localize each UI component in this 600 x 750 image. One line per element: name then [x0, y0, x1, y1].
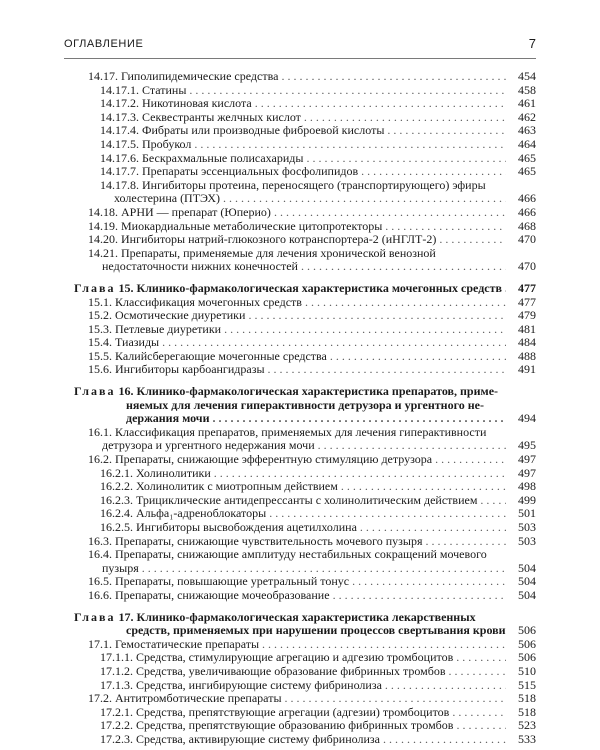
chapter-15-heading[interactable]: Глава 15. Клинико-фармакологическая характеристика мочегонных средств . . . 477: [74, 282, 536, 296]
toc-entry-continuation[interactable]: холестерина (ПТЭХ) . . . 466: [74, 192, 536, 206]
toc-entry[interactable]: 17.2.2. Средства, препятствующие образованию фибринных тромбов . . . 523: [74, 719, 536, 733]
toc-entry[interactable]: 14.17.7. Препараты эссенциальных фосфолипидов . . . 465: [74, 165, 536, 179]
toc-entry-continuation[interactable]: детрузора и ургентного недержания мочи . . . 495: [74, 439, 536, 453]
running-title: ОГЛАВЛЕНИЕ: [64, 38, 144, 50]
toc-entry[interactable]: 16.2.2. Холинолитик с миотропным действием . . . 498: [74, 480, 536, 494]
table-of-contents: [74, 70, 536, 747]
toc-entry[interactable]: 15.2. Осмотические диуретики . . . 479: [74, 309, 536, 323]
chapter-16-heading-line[interactable]: держания мочи . . . 494: [74, 412, 536, 426]
chapter-17-heading[interactable]: Глава 17. Клинико-фармакологическая характеристика лекарственных: [74, 609, 476, 624]
toc-entry[interactable]: 14.17.5. Пробукол . . . 464: [74, 138, 536, 152]
toc-entry[interactable]: 16.2.4. Альфа₁-адреноблокаторы . . . 501: [74, 507, 536, 521]
toc-entry[interactable]: 16.6. Препараты, снижающие мочеобразование . . . 504: [74, 589, 536, 603]
toc-entry[interactable]: 14.17.4. Фибраты или производные фиброевой кислоты . . . 463: [74, 124, 536, 138]
toc-entry[interactable]: 15.1. Классификация мочегонных средств . . . 477: [74, 296, 536, 310]
toc-entry[interactable]: 14.17.1. Статины . . . 458: [74, 84, 536, 98]
toc-entry[interactable]: 17.2.1. Средства, препятствующие агрегации (адгезии) тромбоцитов . . . 518: [74, 706, 536, 720]
toc-entry[interactable]: 14.21. Препараты, применяемые для лечения хронической венозной: [88, 245, 436, 260]
toc-entry[interactable]: 16.4. Препараты, снижающие амплитуду нестабильных сокращений мочевого: [88, 547, 487, 562]
toc-entry[interactable]: 14.17.2. Никотиновая кислота . . . 461: [74, 97, 536, 111]
toc-entry[interactable]: 14.17.8. Ингибиторы протеина, переносящего (транспортирующего) эфиры: [100, 177, 486, 192]
toc-entry[interactable]: 16.2. Препараты, снижающие эфферентную стимуляцию детрузора . . . 497: [74, 453, 536, 467]
toc-entry[interactable]: 14.17.3. Секвестранты желчных кислот . . . 462: [74, 111, 536, 125]
toc-entry[interactable]: 14.18. АРНИ — препарат (Юперио) . . . 466: [74, 206, 536, 220]
toc-entry[interactable]: 17.1.3. Средства, ингибирующие систему фибринолиза . . . 515: [74, 679, 536, 693]
toc-entry[interactable]: 15.4. Тиазиды . . . 484: [74, 336, 536, 350]
toc-entry[interactable]: 17.2. Антитромботические препараты . . . 518: [74, 692, 536, 706]
toc-entry[interactable]: 16.2.5. Ингибиторы высвобождения ацетилхолина . . . 503: [74, 521, 536, 535]
toc-entry[interactable]: 16.2.3. Трициклические антидепрессанты с холинолитическим действием . . . 499: [74, 494, 536, 508]
toc-entry[interactable]: 15.3. Петлевые диуретики . . . 481: [74, 323, 536, 337]
toc-entry-continuation[interactable]: пузыря . . . 504: [74, 562, 536, 576]
toc-entry-continuation[interactable]: недостаточности нижних конечностей . . . 470: [74, 260, 536, 274]
toc-entry[interactable]: 15.6. Ингибиторы карбоангидразы . . . 491: [74, 363, 536, 377]
toc-entry[interactable]: 14.17.6. Бескрахмальные полисахариды . . . 465: [74, 152, 536, 166]
toc-entry[interactable]: 17.1.1. Средства, стимулирующие агрегацию и адгезию тромбоцитов . . . 506: [74, 651, 536, 665]
toc-entry[interactable]: 15.5. Калийсберегающие мочегонные средства . . . 488: [74, 350, 536, 364]
toc-entry[interactable]: 14.19. Миокардиальные метаболические цитопротекторы . . . 468: [74, 220, 536, 234]
toc-entry[interactable]: 17.1. Гемостатические препараты . . . 506: [74, 638, 536, 652]
toc-entry[interactable]: 14.17. Гиполипидемические средства . . . 454: [74, 70, 536, 84]
chapter-16-heading[interactable]: Глава 16. Клинико-фармакологическая характеристика препаратов, приме-: [74, 384, 499, 399]
toc-entry[interactable]: 16.1. Классификация препаратов, применяемых для лечения гиперактивности: [88, 424, 487, 439]
chapter-16-heading-line[interactable]: няемых для лечения гиперактивности детрузора и ургентного не-: [126, 397, 484, 412]
toc-entry[interactable]: 17.1.2. Средства, увеличивающие образование фибринных тромбов . . . 510: [74, 665, 536, 679]
toc-entry[interactable]: 17.2.3. Средства, активирующие систему фибринолиза . . . 533: [74, 733, 536, 747]
page-header: [64, 36, 536, 59]
toc-entry[interactable]: 16.2.1. Холинолитики . . . 497: [74, 467, 536, 481]
page-number: 7: [528, 36, 536, 51]
chapter-17-heading-line[interactable]: средств, применяемых при нарушении процессов свертывания крови . . . 506: [74, 624, 536, 638]
toc-entry[interactable]: 16.3. Препараты, снижающие чувствительность мочевого пузыря . . . 503: [74, 535, 536, 549]
toc-entry[interactable]: 16.5. Препараты, повышающие уретральный тонус . . . 504: [74, 575, 536, 589]
toc-entry[interactable]: 14.20. Ингибиторы натрий-глюкозного котранспортера-2 (иНГЛТ-2) . . . 470: [74, 233, 536, 247]
